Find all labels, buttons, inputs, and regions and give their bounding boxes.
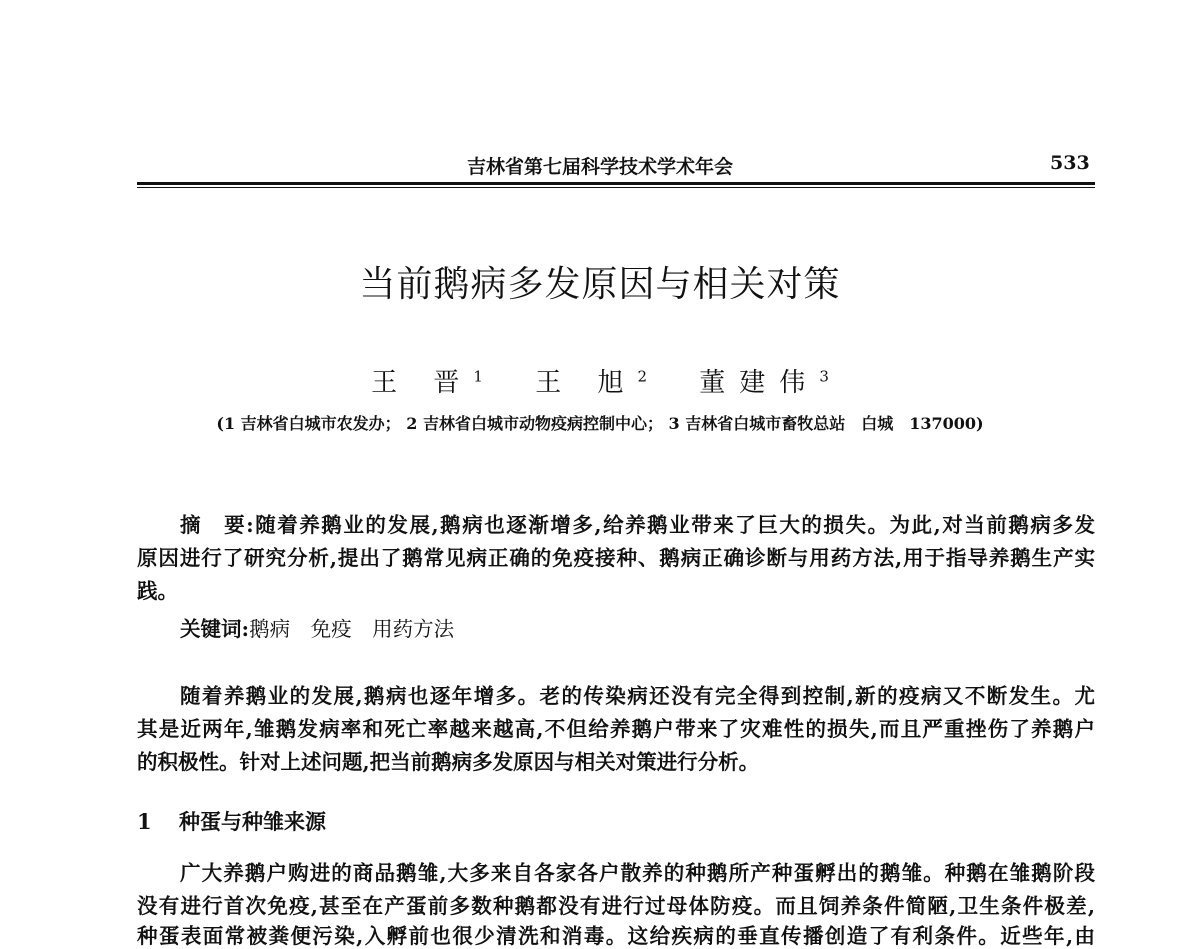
abstract-label: 摘 要:: [180, 513, 254, 537]
abstract-line: 原因进行了研究分析,提出了鹅常见病正确的免疫接种、鹅病正确诊断与用药方法,用于指导养鹅生产实: [137, 546, 1095, 570]
abstract-line: 践。: [137, 579, 178, 603]
affiliations: (1 吉林省白城市农发办； 2 吉林省白城市动物疫病控制中心； 3 吉林省白城市畜牧总站 白城 137000): [216, 414, 984, 433]
abstract-text: 随着养鹅业的发展,鹅病也逐渐增多,给养鹅业带来了巨大的损失。为此,对当前鹅病多发: [253, 513, 1095, 537]
author: [371, 368, 483, 398]
author-name: 王 旭: [535, 368, 638, 398]
author-list: [0, 362, 1200, 399]
author-name: 王 晋: [371, 368, 474, 398]
body-line: 随着养鹅业的发展,鹅病也逐年增多。老的传染病还没有完全得到控制,新的疫病又不断发生。尤: [180, 684, 1095, 708]
section-title: 种蛋与种雏来源: [179, 809, 326, 834]
header-rule-thin: [137, 187, 1095, 188]
body-line: 其是近两年,雏鹅发病率和死亡率越来越高,不但给养鹅户带来了灾难性的损失,而且严重挫伤了养鹅户: [137, 717, 1095, 741]
body-line: 种蛋表面常被粪便污染,入孵前也很少清洗和消毒。这给疾病的垂直传播创造了有利条件。近些年,由: [137, 924, 1095, 948]
author-affil-mark: 2: [637, 367, 648, 386]
keywords-label: 关键词:: [180, 617, 250, 641]
body-line: 没有进行首次免疫,甚至在产蛋前多数种鹅都没有进行过母体防疫。而且饲养条件简陋,卫生条件极差,: [137, 894, 1095, 918]
body-line: 的积极性。针对上述问题,把当前鹅病多发原因与相关对策进行分析。: [137, 750, 760, 774]
keywords: [180, 616, 1095, 642]
author: [699, 368, 829, 398]
running-header: 吉林省第七届科学技术学术年会: [466, 156, 733, 178]
keywords-value: 鹅病 免疫 用药方法: [249, 617, 455, 641]
author-affil-mark: 1: [473, 367, 483, 386]
body-line: 广大养鹅户购进的商品鹅雏,大多来自各家各户散养的种鹅所产种蛋孵出的鹅雏。种鹅在雏鹅阶段: [180, 861, 1095, 885]
page-number: 533: [1050, 152, 1090, 174]
paper-title: 当前鹅病多发原因与相关对策: [359, 264, 841, 305]
author-affil-mark: 3: [819, 367, 829, 386]
author: [535, 368, 647, 398]
header-rule-thick: [137, 182, 1095, 185]
abstract-line: [180, 512, 1095, 538]
author-name: 董建伟: [699, 368, 820, 398]
section-heading: [137, 806, 326, 836]
section-number: 1: [137, 809, 152, 834]
